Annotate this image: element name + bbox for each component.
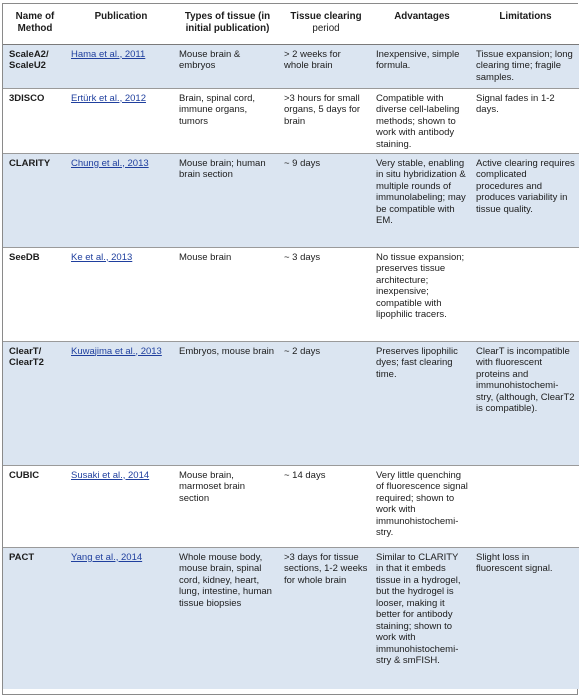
tissue-cell: Mouse brain; human brain section: [175, 153, 280, 247]
method-cell: CLARITY: [3, 153, 67, 247]
publication-link[interactable]: [67, 153, 175, 247]
method-cell: ScaleA2/ ScaleU2: [3, 44, 67, 88]
method-cell: 3DISCO: [3, 88, 67, 153]
clearing-cell: ~ 2 days: [280, 341, 372, 465]
header-tissue: Types of tissue (in initial publication): [175, 4, 280, 44]
table-row: [3, 153, 579, 247]
table-row: [3, 341, 579, 465]
tissue-cell: Brain, spinal cord, immune organs, tumors: [175, 88, 280, 153]
advantages-cell: Very little quenching of fluorescence signal required; shown to work with immunohistochemi-stry.: [372, 465, 472, 547]
limitations-cell: Slight loss in fluorescent signal.: [472, 547, 579, 689]
table-row: [3, 247, 579, 341]
method-cell: PACT: [3, 547, 67, 689]
tissue-cell: Mouse brain, marmoset brain section: [175, 465, 280, 547]
publication-link[interactable]: [67, 88, 175, 153]
limitations-cell: ClearT is incompatible with fluorescent proteins and immunohistochemi-stry, (although, ClearT2 is compatible).: [472, 341, 579, 465]
header-limitations: Limitations: [472, 4, 579, 44]
header-row: [3, 4, 579, 44]
clearing-cell: >3 days for tissue sections, 1-2 weeks for whole brain: [280, 547, 372, 689]
tissue-clearing-table: [3, 4, 579, 689]
limitations-cell: [472, 465, 579, 547]
method-cell: CUBIC: [3, 465, 67, 547]
clearing-cell: ~ 9 days: [280, 153, 372, 247]
tissue-cell: Mouse brain: [175, 247, 280, 341]
header-publication: Publication: [67, 4, 175, 44]
publication-text[interactable]: Yang et al., 2014: [71, 551, 143, 563]
clearing-cell: ~ 14 days: [280, 465, 372, 547]
publication-text[interactable]: Hama et al., 2011: [71, 48, 146, 60]
method-cell: ClearT/ ClearT2: [3, 341, 67, 465]
tissue-cell: Embryos, mouse brain: [175, 341, 280, 465]
header-clearing-main: Tissue clearing: [290, 11, 362, 22]
table-row: [3, 88, 579, 153]
method-cell: SeeDB: [3, 247, 67, 341]
publication-text[interactable]: Chung et al., 2013: [71, 157, 149, 169]
publication-text[interactable]: Susaki et al., 2014: [71, 469, 150, 481]
publication-link[interactable]: [67, 341, 175, 465]
advantages-cell: Compatible with diverse cell-labeling methods; shown to work with antibody staining.: [372, 88, 472, 153]
table-row: [3, 547, 579, 689]
header-method: Name of Method: [3, 4, 67, 44]
advantages-cell: Similar to CLARITY in that it embeds tissue in a hydrogel, but the hydrogel is looser, making it better for antibody staining; shown to work with immunohistochemi-stry & smFISH.: [372, 547, 472, 689]
publication-link[interactable]: [67, 44, 175, 88]
limitations-cell: Active clearing requires complicated procedures and produces variability in tissue quality.: [472, 153, 579, 247]
table-row: [3, 465, 579, 547]
tissue-cell: Whole mouse body, mouse brain, spinal cord, kidney, heart, lung, intestine, human tissue biopsies: [175, 547, 280, 689]
advantages-cell: Inexpensive, simple formula.: [372, 44, 472, 88]
clearing-cell: ~ 3 days: [280, 247, 372, 341]
advantages-cell: No tissue expansion; preserves tissue architecture; inexpensive; compatible with lipophilic tracers.: [372, 247, 472, 341]
comparison-table-frame: [2, 3, 578, 695]
advantages-cell: Preserves lipophilic dyes; fast clearing time.: [372, 341, 472, 465]
publication-link[interactable]: [67, 247, 175, 341]
clearing-cell: >3 hours for small organs, 5 days for brain: [280, 88, 372, 153]
publication-link[interactable]: [67, 465, 175, 547]
table-row: [3, 44, 579, 88]
tissue-cell: Mouse brain & embryos: [175, 44, 280, 88]
publication-link[interactable]: [67, 547, 175, 689]
publication-text[interactable]: Ke et al., 2013: [71, 251, 133, 263]
publication-text[interactable]: Kuwajima et al., 2013: [71, 345, 162, 357]
limitations-cell: [472, 247, 579, 341]
limitations-cell: Signal fades in 1-2 days.: [472, 88, 579, 153]
publication-text[interactable]: Ertürk et al., 2012: [71, 92, 146, 104]
header-clearing-sub: period: [312, 22, 340, 34]
header-advantages: Advantages: [372, 4, 472, 44]
limitations-cell: Tissue expansion; long clearing time; fragile samples.: [472, 44, 579, 88]
clearing-cell: > 2 weeks for whole brain: [280, 44, 372, 88]
advantages-cell: Very stable, enabling in situ hybridization & multiple rounds of immunolabeling; may be compatible with EM.: [372, 153, 472, 247]
header-clearing: [280, 4, 372, 44]
